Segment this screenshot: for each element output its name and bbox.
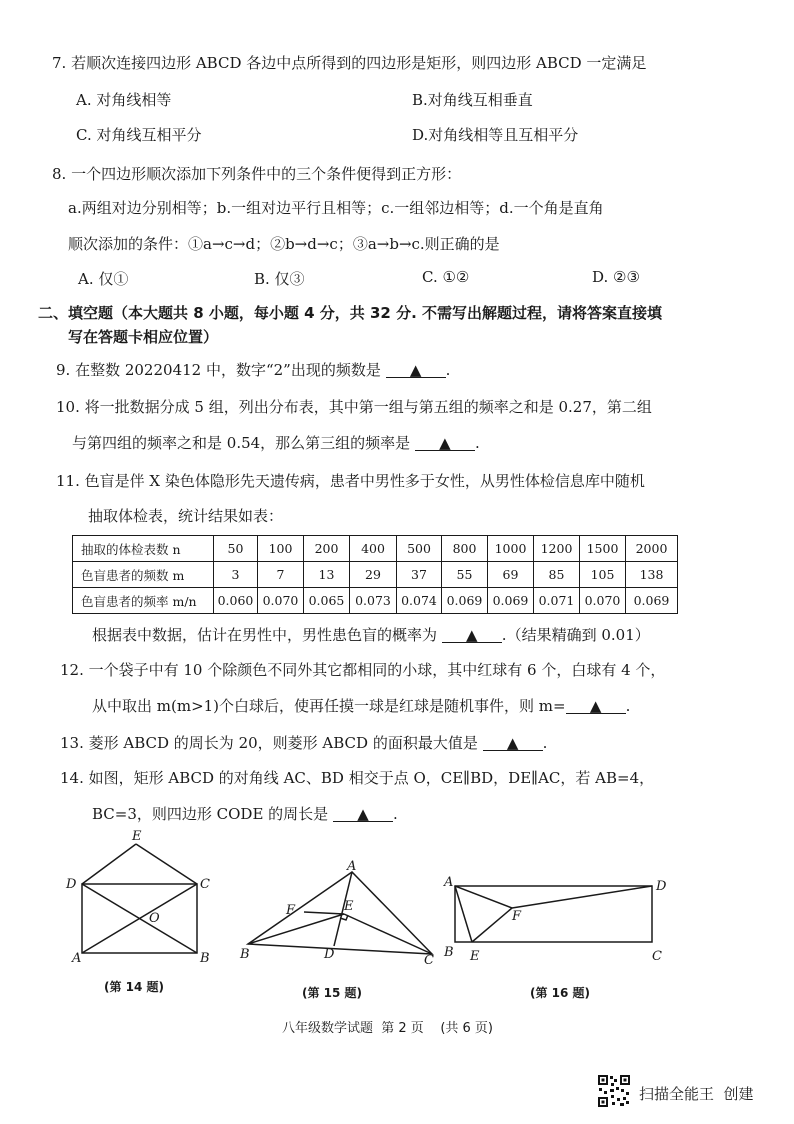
q13-stem: 13. 菱形 ABCD 的周长为 20，则菱形 ABCD 的面积最大值是 [60,734,478,752]
label-b: B [240,947,250,962]
table-cell: 7 [258,562,304,588]
figure-16-caption: (第 16 题) [530,986,591,1000]
table-cell: 100 [258,536,304,562]
label-d: D [324,947,335,962]
label-c: C [200,877,210,892]
q11-line2: 抽取体检表，统计结果如表： [88,507,284,525]
label-b: B [200,951,210,966]
q12-line2 [92,695,630,716]
table-cell: 13 [304,562,350,588]
label-c: C [424,953,434,968]
qr-code-icon [597,1074,631,1108]
q10-line1: 10. 将一批数据分成 5 组，列出分布表，其中第一组与第五组的频率之和是 0.27，第二组 [56,398,652,416]
q8-stem: 8. 一个四边形顺次添加下列条件中的三个条件便得到正方形： [52,165,462,183]
label-e: E [470,949,480,964]
q12-end: . [625,697,631,715]
figure-14-diagram [64,826,224,966]
figure-14-caption: (第 14 题) [104,980,165,994]
q11-after-stem: 根据表中数据，估计在男性中，男性患色盲的概率为 [92,626,438,644]
table-cell: 0.073 [350,588,397,614]
table-cell: 0.070 [258,588,304,614]
stats-table [72,535,678,614]
section-header-line2: 写在答题卡相应位置） [68,328,219,346]
label-c: C [652,949,662,964]
answer-blank: ▲ [483,736,543,751]
table-cell: 29 [350,562,397,588]
table-cell: 0.069 [488,588,534,614]
q11-line1: 11. 色盲是伴 X 染色体隐形先天遗传病，患者中男性多于女性，从男性体检信息库中随机 [56,472,645,490]
q9-line [56,359,450,380]
table-cell: 138 [626,562,678,588]
table-cell: 1000 [488,536,534,562]
segment-ae [455,886,472,942]
q10-end: . [474,434,480,452]
q8-option-d: D. ②③ [592,268,640,286]
row-header: 色盲患者的频率 m/n [73,588,214,614]
scanner-brand-label: 扫描全能王 创建 [639,1085,754,1103]
table-cell: 0.071 [534,588,580,614]
q8-option-a: A. 仅① [78,270,129,288]
q8-option-c: C. ①② [422,268,470,286]
segment-ec [344,914,432,954]
table-cell: 37 [397,562,442,588]
table-row [73,562,678,588]
label-f: F [286,903,296,918]
table-cell: 400 [350,536,397,562]
q14-line2 [92,803,398,824]
q10-line2 [72,432,480,453]
table-cell: 1200 [534,536,580,562]
label-f: F [512,909,522,924]
q13-line [60,732,547,753]
q8-option-b: B. 仅③ [254,270,305,288]
q14-line1: 14. 如图，矩形 ABCD 的对角线 AC、BD 相交于点 O，CE∥BD，DE∥AC，若 AB=4， [60,769,655,787]
label-a: A [444,875,454,890]
q12-stem: 从中取出 m(m>1)个白球后，使再任摸一球是红球是随机事件，则 m= [92,697,566,715]
figure-16-diagram [440,872,680,972]
row-header: 色盲患者的频数 m [73,562,214,588]
table-row [73,588,678,614]
q11-after [92,624,650,645]
q7-option-a: A. 对角线相等 [76,91,172,109]
q14-end: . [392,805,398,823]
answer-blank: ▲ [566,699,626,714]
table-cell: 0.065 [304,588,350,614]
q11-after-end: .（结果精确到 0.01） [501,626,650,644]
segment-af [455,886,512,908]
q7-option-d: D.对角线相等且互相平分 [412,126,579,144]
table-cell: 2000 [626,536,678,562]
q9-end: . [445,361,451,379]
section-header-line1: 二、填空题（本大题共 8 小题，每小题 4 分，共 32 分. 不需写出解题过程，请将答案直接填 [38,304,663,322]
table-cell: 500 [397,536,442,562]
label-d: D [66,877,77,892]
segment-be [248,914,344,944]
table-cell: 50 [214,536,258,562]
figure-15-caption: (第 15 题) [302,986,363,1000]
q10-stem: 与第四组的频率之和是 0.54，那么第三组的频率是 [72,434,411,452]
answer-blank: ▲ [386,363,446,378]
table-cell: 3 [214,562,258,588]
segment-fd [512,886,652,908]
table-cell: 0.060 [214,588,258,614]
label-e: E [344,899,354,914]
q8-order: 顺次添加的条件：①a→c→d；②b→d→c；③a→b→c.则正确的是 [68,235,500,253]
table-cell: 69 [488,562,534,588]
q7-stem: 7. 若顺次连接四边形 ABCD 各边中点所得到的四边形是矩形，则四边形 ABCD 一定满足 [52,54,647,72]
table-cell: 200 [304,536,350,562]
table-cell: 0.069 [442,588,488,614]
table-cell: 1500 [580,536,626,562]
q8-conditions: a.两组对边分别相等；b.一组对边平行且相等；c.一组邻边相等；d.一个角是直角 [68,199,604,217]
q7-option-c: C. 对角线互相平分 [76,126,202,144]
segment-ef [472,908,512,942]
rectangle-abcd [455,886,652,942]
page-footer: 八年级数学试题 第 2 页 (共 6 页) [282,1021,494,1036]
answer-blank: ▲ [442,628,502,643]
label-e: E [132,829,142,844]
q9-stem: 9. 在整数 20220412 中，数字“2”出现的频数是 [56,361,381,379]
answer-blank: ▲ [333,807,393,822]
table-cell: 85 [534,562,580,588]
label-b: B [444,945,454,960]
table-cell: 105 [580,562,626,588]
label-d: D [656,879,667,894]
table-cell: 55 [442,562,488,588]
segment-de [82,844,136,884]
q14-stem: BC=3，则四边形 CODE 的周长是 [92,805,329,823]
figure-15-diagram [236,860,446,970]
table-cell: 0.070 [580,588,626,614]
segment-fe [304,912,344,914]
table-cell: 0.069 [626,588,678,614]
answer-blank: ▲ [415,436,475,451]
label-o: O [149,911,160,926]
label-a: A [72,951,82,966]
row-header: 抽取的体检表数 n [73,536,214,562]
table-cell: 800 [442,536,488,562]
label-a: A [347,860,357,874]
q7-option-b: B.对角线互相垂直 [412,91,533,109]
table-row [73,536,678,562]
segment-ec [136,844,197,884]
table-cell: 0.074 [397,588,442,614]
q13-end: . [542,734,548,752]
q12-line1: 12. 一个袋子中有 10 个除颜色不同外其它都相同的小球，其中红球有 6 个，白球有 4 个， [60,661,666,679]
